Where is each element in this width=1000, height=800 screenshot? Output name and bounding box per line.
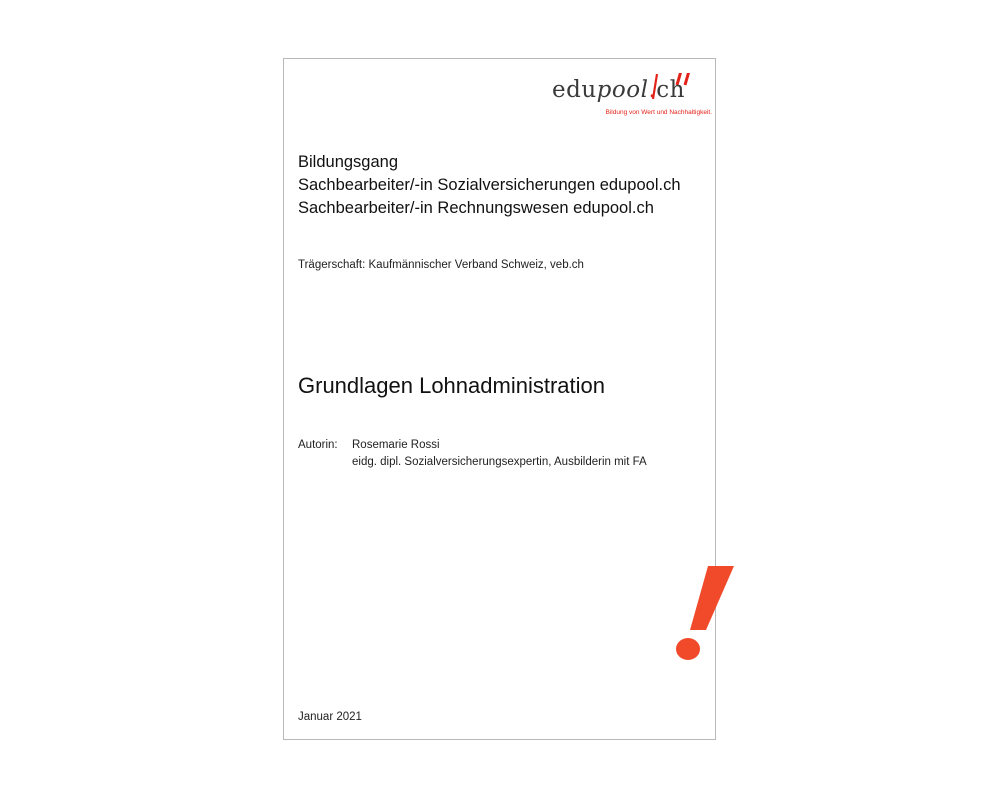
logo-tagline: Bildung von Wert und Nachhaltigkeit. (605, 109, 712, 116)
author-qualification: eidg. dipl. Sozialversicherungsexpertin, Ausbilderin mit FA (352, 456, 647, 468)
edupool-logo (552, 73, 712, 121)
logo-word-dot: . (648, 77, 657, 103)
document-page (283, 58, 716, 740)
author-details (352, 437, 647, 471)
logo-word-pool: pool (596, 77, 649, 103)
traegerschaft-text: Trägerschaft: Kaufmännischer Verband Schweiz, veb.ch (298, 259, 584, 271)
exclamation-mark-icon (668, 562, 738, 664)
heading-line-3: Sachbearbeiter/-in Rechnungswesen edupool.ch (298, 199, 654, 217)
program-heading (298, 151, 681, 220)
logo-word-edu: edu (552, 77, 597, 103)
document-title: Grundlagen Lohnadministration (298, 373, 605, 398)
heading-line-1: Bildungsgang (298, 153, 398, 171)
heading-line-2: Sachbearbeiter/-in Sozialversicherungen edupool.ch (298, 176, 681, 194)
author-label: Autorin: (298, 439, 338, 451)
publication-date: Januar 2021 (298, 711, 362, 723)
logo-word-ch: ch (656, 77, 685, 103)
author-name: Rosemarie Rossi (352, 439, 440, 451)
logo-wordmark (552, 77, 685, 103)
